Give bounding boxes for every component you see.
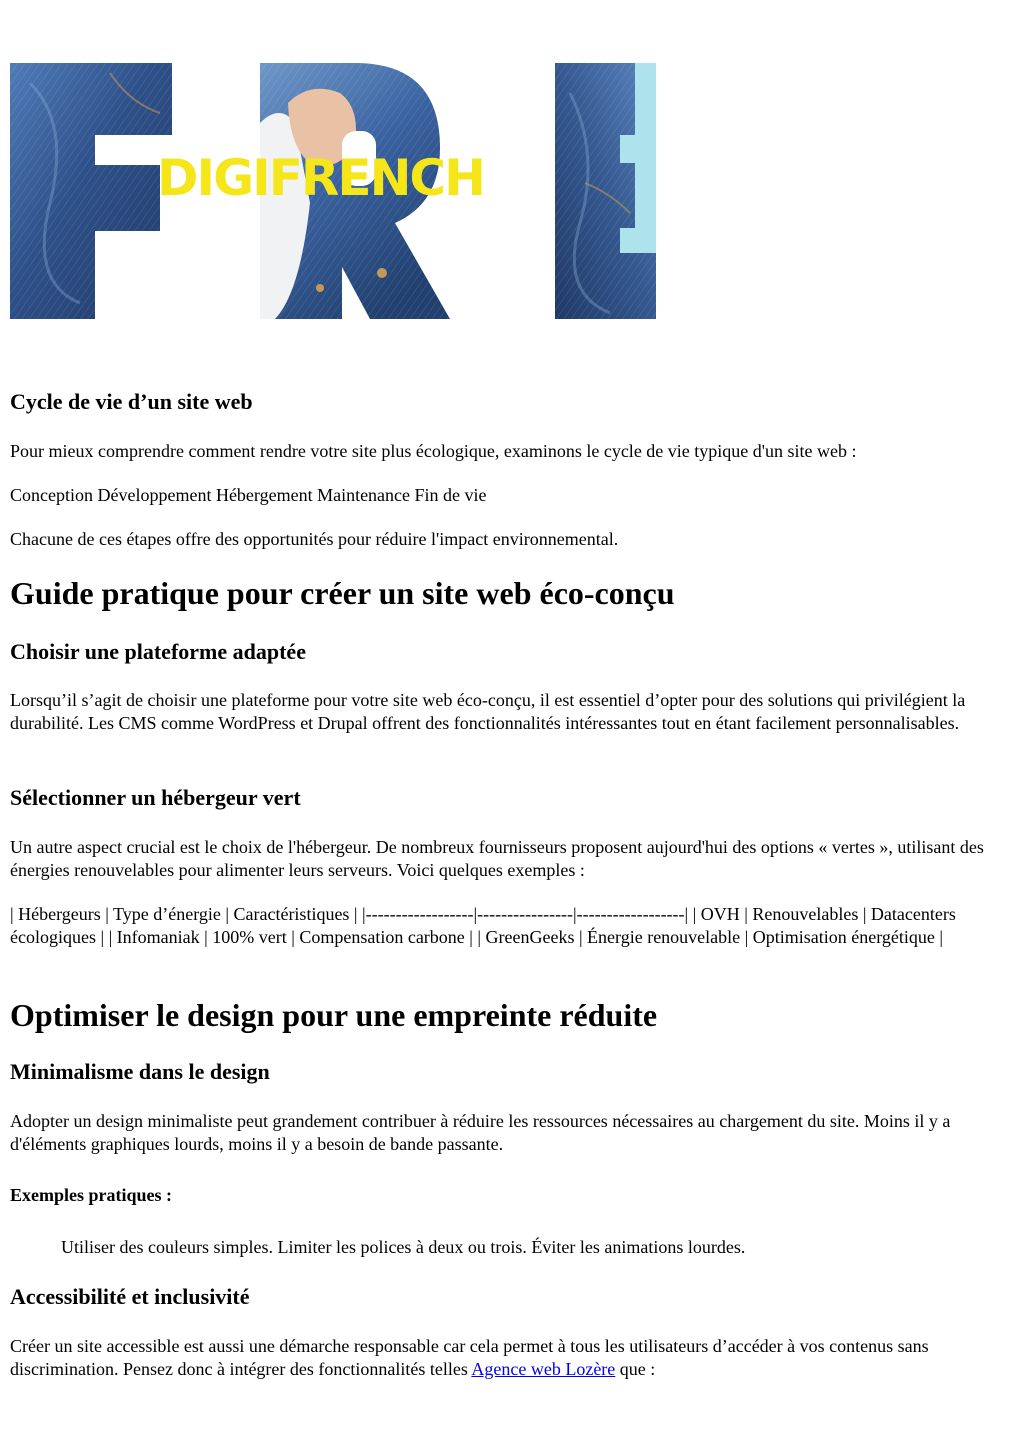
lifecycle-heading: Cycle de vie d’un site web <box>10 389 253 414</box>
letter-e <box>555 63 656 319</box>
minimalism-text: Adopter un design minimaliste peut grandement contribuer à réduire les ressources nécessaires au chargement du site. Moins il y a d'éléments graphiques lourds, moins il y a besoin de bande passante. <box>10 1111 951 1154</box>
examples-heading: Exemples pratiques : <box>10 1185 172 1205</box>
lifecycle-intro: Pour mieux comprendre comment rendre votre site plus écologique, examinons le cycle de vie typique d'un site web : <box>10 441 857 461</box>
agency-link[interactable]: Agence web Lozère <box>471 1359 616 1379</box>
letter-f <box>10 63 172 319</box>
minimalism-heading: Minimalisme dans le design <box>10 1059 270 1084</box>
hosting-table-text: | Hébergeurs | Type d’énergie | Caractéristiques | |------------------|----------------|------------------| | OVH | Renouvelables | Datacenters écologiques | | Infomaniak | 100% vert | Compensation carbone | | GreenGeeks | Énergie renouvelable | Optimisation énergétique | <box>10 904 956 947</box>
accessibility-text-after: que : <box>615 1359 656 1379</box>
accessibility-text-before: Créer un site accessible est aussi une démarche responsable car cela permet à tous les utilisateurs d’accéder à vos contenus sans discrimination. Pensez donc à intégrer des fonctionnalités telles <box>10 1336 929 1379</box>
platform-text: Lorsqu’il s’agit de choisir une plateforme pour votre site web éco-conçu, il est essentiel d’opter pour des solutions qui privilégient la durabilité. Les CMS comme WordPress et Drupal offrent des fonctionnalités intéressantes tout en étant facilement personnalisables. <box>10 690 966 733</box>
platform-heading: Choisir une plateforme adaptée <box>10 639 306 664</box>
design-heading: Optimiser le design pour une empreinte réduite <box>10 997 658 1033</box>
hero-letters-text <box>10 319 11 320</box>
lifecycle-steps: Conception Développement Hébergement Maintenance Fin de vie <box>10 485 487 505</box>
examples-list: Utiliser des couleurs simples. Limiter les polices à deux ou trois. Éviter les animations lourdes. <box>61 1237 746 1257</box>
brand-logo-text: DIGIFRENCH <box>157 149 484 207</box>
lifecycle-outro: Chacune de ces étapes offre des opportunités pour réduire l'impact environnemental. <box>10 529 619 549</box>
guide-heading: Guide pratique pour créer un site web éco-conçu <box>10 575 675 611</box>
hero-logo <box>10 63 656 319</box>
hosting-heading: Sélectionner un hébergeur vert <box>10 785 301 810</box>
hosting-text: Un autre aspect crucial est le choix de l'hébergeur. De nombreux fournisseurs proposent aujourd'hui des options « vertes », utilisant des énergies renouvelables pour alimenter leurs serveurs. Voici quelques exemples : <box>10 837 984 880</box>
accessibility-text <box>10 1335 1010 1381</box>
accessibility-heading: Accessibilité et inclusivité <box>10 1284 250 1309</box>
